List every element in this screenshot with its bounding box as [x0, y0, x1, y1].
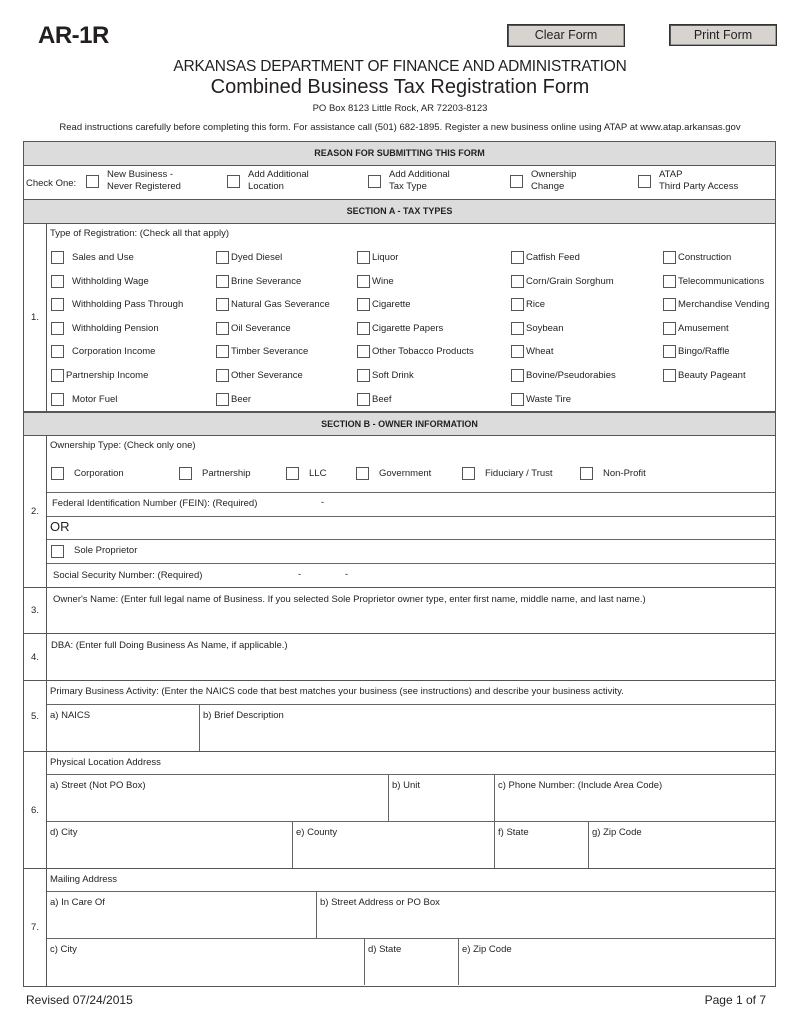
tax-type-option[interactable] [216, 322, 291, 335]
tax-type-label: Amusement [678, 322, 729, 334]
tax-type-option[interactable] [511, 298, 545, 311]
page-number: Page 1 of 7 [704, 993, 766, 1007]
ssn-field[interactable] [47, 564, 775, 588]
tax-type-option[interactable] [511, 369, 616, 382]
tax-type-option[interactable] [511, 345, 553, 358]
checkbox[interactable] [462, 467, 475, 480]
tax-type-label: Wheat [526, 346, 554, 358]
row-number: 3. [24, 588, 47, 633]
checkbox[interactable] [357, 322, 370, 335]
checkbox[interactable] [357, 369, 370, 382]
tax-type-label: Corn/Grain Sorghum [526, 275, 614, 287]
tax-type-label: Catfish Feed [526, 252, 580, 263]
tax-type-label: Corporation Income [72, 346, 156, 358]
tax-type-option[interactable] [51, 393, 117, 406]
checkbox[interactable] [357, 275, 370, 288]
fein-label: Federal Identification Number (FEIN): (Required) [52, 498, 258, 509]
tax-type-label: Brine Severance [231, 275, 302, 287]
clear-form-button[interactable]: Clear Form [507, 24, 625, 47]
checkbox[interactable] [51, 345, 64, 358]
section-b-heading: SECTION B - OWNER INFORMATION [24, 412, 775, 436]
registration-form [23, 141, 776, 987]
row-number: 2. [24, 436, 47, 587]
dba-row[interactable] [24, 634, 775, 681]
tax-type-option[interactable] [663, 251, 731, 264]
sole-proprietor-label: Sole Proprietor [74, 545, 138, 556]
tax-type-option[interactable] [51, 345, 155, 358]
checkbox[interactable] [356, 467, 369, 480]
ownership-type [47, 436, 775, 493]
tax-types-row [24, 224, 775, 412]
tax-type-option[interactable] [216, 345, 308, 358]
tax-type-option[interactable] [357, 322, 443, 335]
checkbox[interactable] [51, 369, 64, 382]
tax-type-label: Withholding Pension [72, 322, 159, 334]
ownership-partnership[interactable]: Partnership [179, 467, 251, 480]
checkbox[interactable] [216, 345, 229, 358]
fein-field[interactable] [47, 493, 775, 517]
tax-type-label: Partnership Income [66, 370, 149, 381]
tax-type-label: Withholding Wage [72, 275, 149, 287]
tax-types-label: Type of Registration: (Check all that apply) [50, 228, 230, 239]
tax-type-label: Rice [526, 299, 546, 311]
owners-name-label: Owner's Name: (Enter full legal name of Business. If you selected Sole Proprietor owner type, enter first name, middle name, and last name.) [53, 594, 646, 605]
business-activity-row [24, 681, 775, 752]
ownership-non-profit[interactable]: Non-Profit [580, 467, 646, 480]
checkbox[interactable] [511, 298, 524, 311]
tax-type-option[interactable] [357, 393, 392, 406]
checkbox[interactable] [216, 393, 229, 406]
tax-type-option[interactable] [216, 298, 330, 311]
checkbox[interactable] [638, 175, 651, 188]
tax-type-label: Cigarette Papers [372, 322, 444, 334]
checkbox[interactable] [511, 322, 524, 335]
row-number: 7. [24, 869, 47, 986]
naics-field[interactable]: a) NAICS [47, 705, 200, 751]
physical-address-row [24, 752, 775, 869]
section-a-heading: SECTION A - TAX TYPES [24, 200, 775, 224]
checkbox[interactable] [663, 322, 676, 335]
tax-type-label: Bingo/Raffle [678, 346, 730, 358]
phone-number-field[interactable]: c) Phone Number: (Include Area Code) [498, 780, 663, 791]
tax-type-option[interactable] [51, 322, 159, 335]
tax-type-option[interactable] [357, 345, 474, 358]
zip-code-field[interactable]: g) Zip Code [592, 827, 642, 838]
mailing-state-field[interactable]: d) State [365, 939, 459, 985]
checkbox[interactable] [580, 467, 593, 480]
checkbox[interactable] [51, 393, 64, 406]
brief-description-field[interactable]: b) Brief Description [203, 710, 284, 721]
checkbox[interactable] [357, 251, 370, 264]
checkbox[interactable] [286, 467, 299, 480]
checkbox[interactable] [51, 545, 64, 558]
ownership-type-label: Ownership Type: (Check only one) [50, 440, 196, 451]
tax-type-option[interactable] [663, 369, 746, 382]
checkbox[interactable] [663, 298, 676, 311]
tax-types-grid [47, 224, 775, 411]
checkbox[interactable] [663, 251, 676, 264]
ownership-fiduciary-trust[interactable]: Fiduciary / Trust [462, 467, 553, 480]
checkbox[interactable] [51, 298, 64, 311]
checkbox[interactable] [216, 298, 229, 311]
row-number: 4. [24, 634, 47, 680]
checkbox[interactable] [357, 393, 370, 406]
ownership-row [24, 436, 775, 588]
mailing-address-row [24, 869, 775, 986]
print-form-button[interactable]: Print Form [669, 24, 777, 46]
tax-type-label: Other Severance [231, 370, 303, 381]
ownership-corporation[interactable]: Corporation [51, 467, 124, 480]
ownership-llc[interactable]: LLC [286, 467, 326, 480]
checkbox[interactable] [216, 275, 229, 288]
tax-type-option[interactable] [663, 345, 730, 358]
checkbox[interactable] [216, 369, 229, 382]
tax-type-option[interactable] [663, 298, 769, 311]
county-field[interactable]: e) County [293, 822, 495, 868]
page-title: Combined Business Tax Registration Form [210, 76, 590, 98]
tax-type-label: Wine [372, 275, 394, 287]
in-care-of-field[interactable]: a) In Care Of [47, 892, 317, 938]
tax-type-option[interactable] [511, 251, 580, 264]
city-field[interactable]: d) City [47, 822, 293, 868]
checkbox[interactable] [216, 322, 229, 335]
or-divider: OR [47, 517, 775, 540]
checkbox[interactable] [511, 369, 524, 382]
reason-options [24, 166, 775, 200]
tax-type-option[interactable] [216, 369, 303, 382]
unit-field[interactable]: b) Unit [389, 775, 495, 821]
tax-type-label: Other Tobacco Products [372, 346, 474, 358]
checkbox[interactable] [227, 175, 240, 188]
tax-type-label: Beauty Pageant [678, 370, 746, 381]
reason-option-ownership-change[interactable]: Ownership Change [510, 169, 576, 193]
checkbox[interactable] [357, 345, 370, 358]
row-number: 6. [24, 752, 47, 868]
tax-type-label: Waste Tire [526, 393, 572, 405]
tax-type-label: Timber Severance [231, 346, 309, 358]
tax-type-label: Telecommunications [678, 275, 765, 287]
tax-type-option[interactable] [663, 275, 764, 288]
checkbox[interactable] [511, 393, 524, 406]
checkbox[interactable] [51, 467, 64, 480]
tax-type-label: Merchandise Vending [678, 299, 770, 311]
tax-type-label: Oil Severance [231, 322, 291, 334]
checkbox[interactable] [510, 175, 523, 188]
checkbox[interactable] [179, 467, 192, 480]
state-field[interactable]: f) State [495, 822, 589, 868]
tax-type-option[interactable] [357, 251, 398, 264]
tax-type-label: Beef [372, 393, 392, 405]
form-id: AR-1R [38, 22, 109, 49]
tax-type-option[interactable] [51, 298, 183, 311]
checkbox[interactable] [663, 369, 676, 382]
checkbox[interactable] [51, 275, 64, 288]
tax-type-option[interactable] [357, 275, 394, 288]
tax-type-label: Construction [678, 252, 732, 263]
mailing-address-label: Mailing Address [50, 874, 118, 885]
tax-type-label: Natural Gas Severance [231, 299, 330, 311]
tax-type-label: Sales and Use [72, 252, 134, 263]
checkbox[interactable] [368, 175, 381, 188]
physical-address-label: Physical Location Address [50, 757, 161, 768]
row-number: 1. [24, 224, 47, 411]
mailing-street-field[interactable]: b) Street Address or PO Box [320, 897, 440, 908]
check-one-label: Check One: [26, 178, 77, 189]
tax-type-label: Soybean [526, 322, 564, 334]
tax-type-label: Liquor [372, 252, 399, 263]
fein-separator: - [321, 497, 325, 508]
checkbox[interactable] [86, 175, 99, 188]
tax-type-option[interactable] [511, 322, 564, 335]
tax-type-option[interactable] [663, 322, 729, 335]
tax-type-label: Withholding Pass Through [72, 299, 184, 311]
checkbox[interactable] [51, 251, 64, 264]
instructions-text: Read instructions carefully before completing this form. For assistance call (501) 682-1895. Register a new business online using ATAP at www.atap.arkansas.gov [59, 122, 741, 133]
reason-heading: REASON FOR SUBMITTING THIS FORM [24, 142, 775, 166]
sole-proprietor-option[interactable] [47, 540, 775, 564]
reason-option-atap[interactable]: ATAP Third Party Access [638, 169, 738, 193]
tax-type-label: Dyed Diesel [231, 252, 283, 263]
owners-name-row[interactable] [24, 588, 775, 634]
checkbox[interactable] [51, 322, 64, 335]
tax-type-label: Soft Drink [372, 370, 414, 381]
checkbox[interactable] [511, 345, 524, 358]
tax-type-label: Bovine/Pseudorabies [526, 370, 616, 381]
checkbox[interactable] [663, 345, 676, 358]
checkbox[interactable] [511, 251, 524, 264]
tax-type-option[interactable] [51, 251, 134, 264]
tax-type-label: Cigarette [372, 299, 411, 311]
mailing-city-field[interactable]: c) City [47, 939, 365, 985]
ssn-separator: - [298, 569, 302, 580]
street-field[interactable]: a) Street (Not PO Box) [47, 775, 389, 821]
agency-address: PO Box 8123 Little Rock, AR 72203-8123 [312, 103, 488, 114]
reason-option-add-location[interactable]: Add Additional Location [227, 169, 309, 193]
agency-name: ARKANSAS DEPARTMENT OF FINANCE AND ADMINISTRATION [173, 58, 627, 75]
tax-type-option[interactable] [511, 393, 571, 406]
checkbox[interactable] [357, 298, 370, 311]
tax-type-option[interactable] [357, 369, 414, 382]
reason-option-new-business[interactable]: New Business - Never Registered [86, 169, 181, 193]
tax-type-label: Beer [231, 393, 252, 405]
tax-type-option[interactable] [357, 298, 411, 311]
dba-label: DBA: (Enter full Doing Business As Name, if applicable.) [51, 640, 288, 651]
business-activity-label: Primary Business Activity: (Enter the NAICS code that best matches your business (see instructions) and describe your business activity. [50, 686, 624, 697]
checkbox[interactable] [511, 275, 524, 288]
revised-date: Revised 07/24/2015 [26, 993, 133, 1007]
tax-type-option[interactable] [216, 251, 282, 264]
ssn-label: Social Security Number: (Required) [53, 570, 203, 581]
ssn-separator: - [345, 569, 349, 580]
reason-option-add-tax-type[interactable]: Add Additional Tax Type [368, 169, 450, 193]
checkbox[interactable] [216, 251, 229, 264]
checkbox[interactable] [663, 275, 676, 288]
mailing-zip-code-field[interactable]: e) Zip Code [462, 944, 512, 955]
tax-type-option[interactable] [51, 275, 149, 288]
tax-type-option[interactable] [216, 393, 251, 406]
row-number: 5. [24, 681, 47, 751]
tax-type-option[interactable] [216, 275, 301, 288]
tax-type-option[interactable] [511, 275, 614, 288]
ownership-government[interactable]: Government [356, 467, 431, 480]
tax-type-option[interactable] [51, 369, 148, 382]
tax-type-label: Motor Fuel [72, 393, 118, 405]
